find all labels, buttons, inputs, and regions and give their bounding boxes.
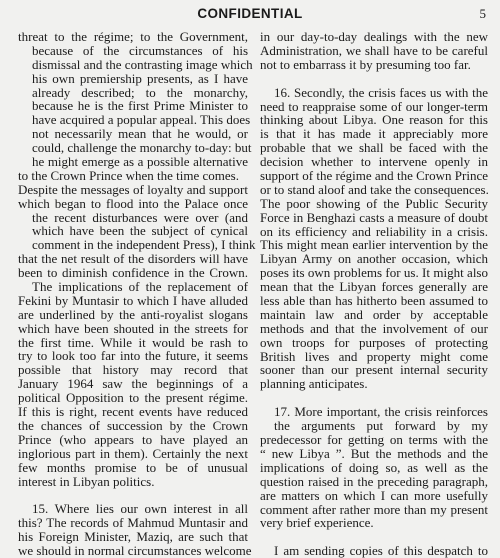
text-line: Administration, we shall have to be careful xyxy=(260,42,488,58)
text-line: own troops for purposes of protecting xyxy=(260,334,488,350)
text-line: sooner than our present internal security xyxy=(260,362,488,378)
text-line: comment in the independent Press), I think xyxy=(32,237,256,253)
text-line: this? The records of Mahmud Muntasir and xyxy=(18,515,248,531)
text-line: Fekini by Muntasir to which I have alluded xyxy=(18,292,248,308)
text-line: thinking about Libya. One reason for this xyxy=(260,112,488,128)
classification-header: CONFIDENTIAL xyxy=(197,6,303,21)
text-line: probable that we shall be faced with the xyxy=(260,140,488,156)
text-line: decision whether to intervene openly in xyxy=(260,154,488,170)
text-line: interest in Libyan politics. xyxy=(18,473,155,489)
text-line: The implications of the replacement of xyxy=(32,279,248,295)
text-line: The poor showing of the Public Security xyxy=(260,195,488,211)
text-line: poses its own problems for us. It might also xyxy=(260,265,488,281)
text-line: which began to flood into the Palace once xyxy=(18,195,248,211)
text-line: dismissal and the contrasting image which xyxy=(32,56,253,72)
text-line: less able than has hitherto been assumed to xyxy=(260,293,488,309)
text-line: 17. More important, the crisis reinforces xyxy=(274,404,488,420)
text-line: try to look too far into the future, it seems xyxy=(18,348,248,364)
text-line: inglorious part in them). Certainly the next xyxy=(18,445,248,461)
text-line: British lives and property might come xyxy=(260,348,488,364)
left-text-column xyxy=(18,29,256,558)
paragraph-gap xyxy=(18,488,248,502)
text-line: or to stand aloof and take the consequences. xyxy=(260,181,489,197)
text-line: support of the régime and the Crown Prince xyxy=(260,168,488,184)
text-line: few months promise to be of unusual xyxy=(18,459,248,475)
text-line: “ new Libya ”. But the methods and the xyxy=(260,445,488,461)
text-line: Libyan Army on another occasion, which xyxy=(260,251,488,267)
text-line: planning anticipates. xyxy=(260,376,368,392)
text-line: been to diminish confidence in the Crown. xyxy=(18,265,248,281)
text-line: the first time. While it would be rash to xyxy=(18,334,248,350)
text-line: are matters on which I can more usefully xyxy=(260,487,488,503)
text-line: possible that history may record that xyxy=(18,362,248,378)
text-line: threat to the régime; to the Government, xyxy=(18,29,248,44)
text-line: I am sending copies of this despatch to xyxy=(274,543,488,558)
page-number: 5 xyxy=(479,6,486,21)
text-line: need to reappraise some of our longer-term xyxy=(260,98,488,114)
text-line: because he is the first Prime Minister to xyxy=(32,98,248,114)
text-line: the chances of succession by the Crown xyxy=(18,417,248,433)
text-line: we should in normal circumstances welcome xyxy=(18,543,252,558)
text-line: the recent disturbances were over (and xyxy=(32,209,248,225)
text-line: his Foreign Minister, Maziq, are such that xyxy=(18,529,248,545)
text-line: political Opposition to the present régime. xyxy=(18,390,248,406)
text-line: his own premiership presents, as I have xyxy=(32,70,248,86)
text-line: which have been the subject of cynical xyxy=(32,223,248,239)
text-line: methods and that the involvement of our xyxy=(260,320,488,336)
text-line: that the net result of the disorders will have xyxy=(18,251,248,267)
text-line: Despite the messages of loyalty and support xyxy=(18,181,248,197)
text-line: already described; to the monarchy, xyxy=(32,84,248,100)
text-line: the arguments put forward by my xyxy=(274,418,488,434)
text-line: Force in Benghazi casts a measure of doubt xyxy=(260,209,488,225)
text-line: he might emerge as a possible alternative xyxy=(32,154,248,170)
text-line: very brief experience. xyxy=(260,515,374,531)
text-line: If this is right, recent events have reduced xyxy=(18,404,248,420)
text-line: which have been shouted in the streets for xyxy=(18,320,248,336)
text-line: could, challenge the monarchy to-day: but xyxy=(32,140,252,156)
text-line: on its efficiency and reliability in a crisis. xyxy=(260,223,488,239)
text-line: not to embarrass it by presuming too far. xyxy=(260,56,471,72)
text-line: mean that the Libyan forces generally are xyxy=(260,279,488,295)
text-line: maintain law and order by acceptable xyxy=(260,306,488,322)
text-line: Prince (who appears to have played an xyxy=(18,431,248,447)
right-text-column xyxy=(260,30,488,558)
text-line: implications of doing so, as well as the xyxy=(260,459,488,475)
text-line: January 1964 saw the beginnings of a xyxy=(18,376,248,392)
text-line: question raised in the preceding paragraph, xyxy=(260,473,488,489)
text-line: are underlined by the anti-royalist slogans xyxy=(18,306,248,322)
text-line: comment after rather more than my present xyxy=(260,501,488,517)
text-line: predecessor for getting on terms with the xyxy=(260,432,488,448)
text-line: to the Crown Prince when the time comes. xyxy=(18,167,239,183)
text-line: because of the circumstances of his xyxy=(32,42,248,58)
paragraph-gap xyxy=(260,391,488,405)
text-line: have acquired a popular appeal. This does xyxy=(32,112,251,128)
text-line: 16. Secondly, the crisis faces us with the xyxy=(274,84,488,100)
text-line: 15. Where lies our own interest in all xyxy=(32,501,248,517)
paragraph-gap xyxy=(260,72,488,86)
text-line: is that it has made it appreciably more xyxy=(260,126,488,142)
paragraph-gap xyxy=(260,530,488,544)
text-line: in our day-to-day dealings with the new xyxy=(260,29,488,44)
text-line: not necessarily mean that he would, or xyxy=(32,126,248,142)
text-line: This might mean earlier intervention by the xyxy=(260,237,488,253)
